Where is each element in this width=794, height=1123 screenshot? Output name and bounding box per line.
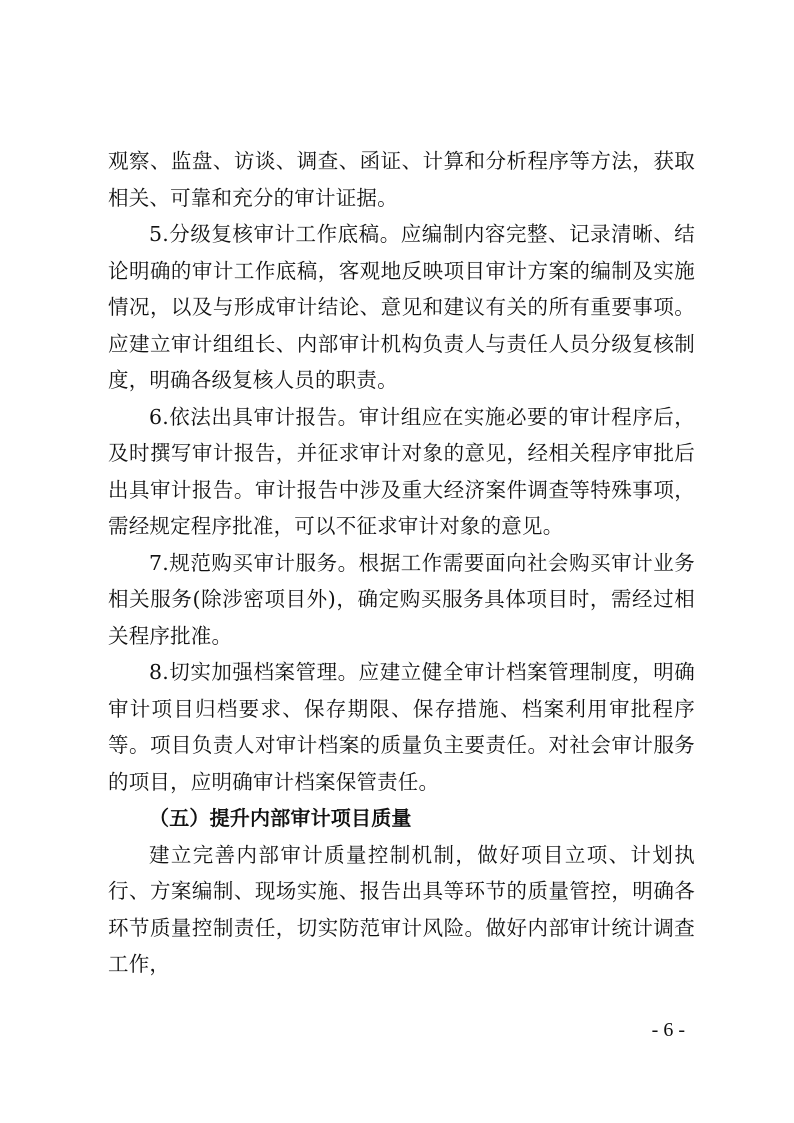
paragraph-item-6: 6.依法出具审计报告。审计组应在实施必要的审计程序后，及时撰写审计报告，并征求审计对象的意见，经相关程序审批后出具审计报告。审计报告中涉及重大经济案件调查等特殊事项，需经规定程序批准，可以不征求审计对象的意见。 — [108, 404, 695, 538]
paragraph-item-7: 7.规范购买审计服务。根据工作需要面向社会购买审计业务相关服务(除涉密项目外)，确定购买服务具体项目时，需经过相关程序批准。 — [108, 550, 695, 648]
section-heading: （五）提升内部审计项目质量 — [149, 806, 412, 830]
paragraph-item-8: 8.切实加强档案管理。应建立健全审计档案管理制度，明确审计项目归档要求、保存期限、保存措施、档案利用审批程序等。项目负责人对审计档案的质量负主要责任。对社会审计服务的项目，应明确审计档案保管责任。 — [108, 660, 695, 794]
page-number: - 6 - — [651, 1019, 685, 1041]
paragraph-section-body: 建立完善内部审计质量控制机制，做好项目立项、计划执行、方案编制、现场实施、报告出具等环节的质量管控，明确各环节质量控制责任，切实防范审计风险。做好内部审计统计调查工作， — [108, 842, 695, 976]
document-body — [108, 143, 695, 983]
paragraph-item-5: 5.分级复核审计工作底稿。应编制内容完整、记录清晰、结论明确的审计工作底稿，客观地反映项目审计方案的编制及实施情况，以及与形成审计结论、意见和建议有关的所有重要事项。应建立审计组组长、内部审计机构负责人与责任人员分级复核制度，明确各级复核人员的职责。 — [108, 222, 695, 392]
paragraph-continued: 观察、监盘、访谈、调查、函证、计算和分析程序等方法，获取相关、可靠和充分的审计证据。 — [108, 149, 695, 210]
